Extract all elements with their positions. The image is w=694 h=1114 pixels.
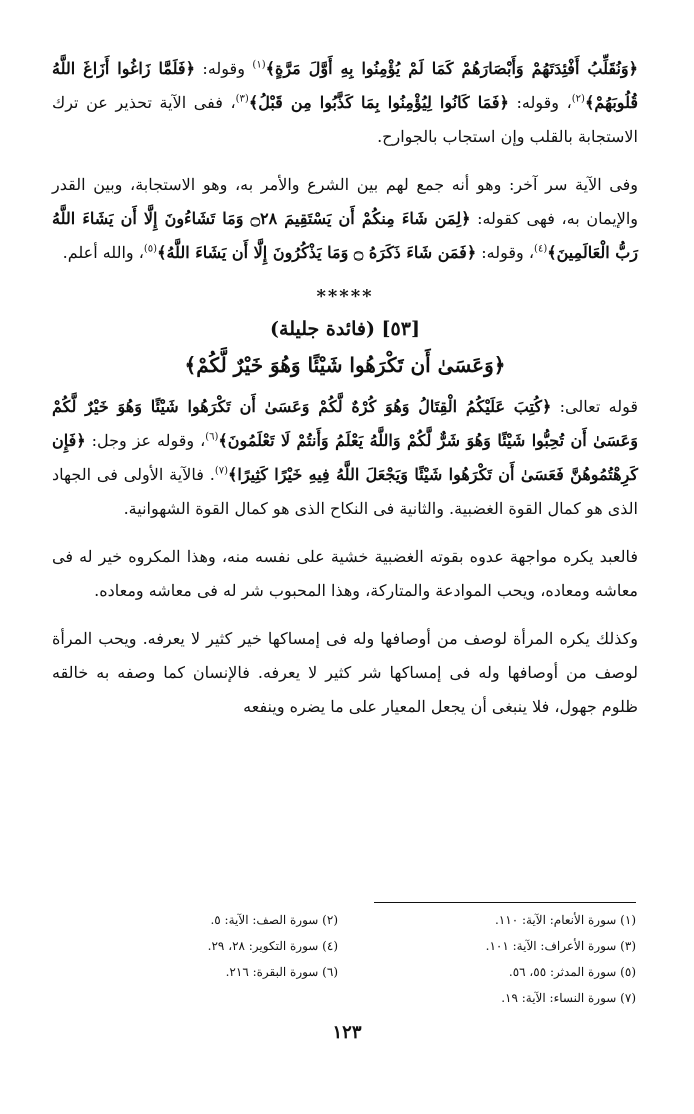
footnote-ref: (٦): [205, 431, 219, 443]
verse-text: ﴿فَلَمَّا زَاغُوا أَزَاغَ اللَّهُ قُلُوبَهُمْ﴾: [52, 59, 639, 112]
body-text: قوله تعالى:: [551, 397, 639, 416]
footnote: (٢) سورة الصف: الآية: ٥.: [210, 913, 338, 927]
verse-text: ﴿فَمَن شَاءَ ذَكَرَهُ ۝ وَمَا يَذْكُرُونَ إِلَّا أَن يَشَاءَ اللَّهُ﴾: [157, 243, 477, 262]
verse-text: ﴿وَنُقَلِّبُ أَفْئِدَتَهُمْ وَأَبْصَارَهُمْ كَمَا لَمْ يُؤْمِنُوا بِهِ أَوَّلَ مَرَّةٍ﴾: [265, 59, 639, 78]
verse-text: ﴿لِمَن شَاءَ مِنكُمْ أَن يَسْتَقِيمَ ۝٢٨ وَمَا تَشَاءُونَ إِلَّا أَن يَشَاءَ اللَّهُ رَبُّ الْعَالَمِينَ﴾: [52, 209, 638, 262]
section-verse: ﴿وَعَسَىٰ أَن تَكْرَهُوا شَيْئًا وَهُوَ خَيْرٌ لَّكُمْ﴾: [184, 353, 506, 377]
footnote-ref: (٣): [235, 93, 249, 105]
footnote: (٦) سورة البقرة: ٢١٦.: [225, 965, 338, 979]
footnote-ref: (١): [252, 59, 266, 71]
verse-text: ﴿فَمَا كَانُوا لِيُؤْمِنُوا بِمَا كَذَّبُوا مِن قَبْلُ﴾: [248, 93, 509, 112]
body-text: ، ففى الآية تحذير عن ترك الاستجابة بالقلب وإن استجاب بالجوارح.: [52, 93, 638, 146]
footnote: (٣) سورة الأعراف: الآية: ١٠١.: [485, 939, 636, 953]
paragraph-4: فالعبد يكره مواجهة عدوه بقوته الغضبية خشية على نفسه منه، وهذا المكروه خير له فى معاشه ومعاده، ويحب الموادعة والمتاركة، وهذا المحبوب شر له فى معاشه ومعاده.: [52, 547, 639, 600]
paragraph-5: وكذلك يكره المرأة لوصف من أوصافها وله فى إمساكها خير كثير لا يعرفه. ويحب المرأة لوصف من أوصافها وله فى إمساكها شر كثير لا يعرفه. فالإنسان كما وصفه به خالقه ظلوم جهول، فلا ينبغى أن يجعل المعيار على ما يضره وينفعه: [52, 629, 639, 716]
section-separator: *****: [316, 286, 374, 307]
section-title: [٥٣] (فائدة جليلة): [270, 318, 420, 340]
footnote: (٥) سورة المدثر: ٥٥، ٥٦.: [508, 965, 636, 979]
body-text: وفى الآية سر آخر: وهو أنه جمع لهم بين الشرع والأمر به، وهو الاستجابة، وبين القدر والإيمان به، فهى كقوله:: [52, 175, 639, 228]
body-text: ، والله أعلم.: [62, 243, 144, 262]
footnote: (٧) سورة النساء: الآية: ١٩.: [501, 991, 636, 1005]
footnote-ref: (٧): [214, 465, 228, 477]
body-text: ، وقوله عز وجل:: [85, 431, 206, 450]
body-text: ، وقوله:: [476, 243, 535, 262]
paragraph-3: [52, 390, 638, 526]
footnote: (١) سورة الأنعام: الآية: ١١٠.: [494, 913, 636, 927]
body-text: وقوله:: [194, 59, 253, 78]
page-number: ١٢٣: [332, 1022, 362, 1043]
footnote: (٤) سورة التكوير: ٢٨، ٢٩.: [207, 939, 338, 953]
footnote-ref: (٢): [571, 93, 585, 105]
paragraph-1: [52, 52, 638, 154]
footnote-divider: [374, 902, 636, 903]
footnote-ref: (٤): [534, 243, 548, 255]
body-text: . فالآية الأولى فى الجهاد الذى هو كمال القوة الغضبية. والثانية فى النكاح الذى هو كمال القوة الشهوانية.: [52, 465, 638, 518]
footnote-ref: (٥): [143, 243, 158, 255]
verse-text: ﴿كُتِبَ عَلَيْكُمُ الْقِتَالُ وَهُوَ كُرْهٌ لَّكُمْ وَعَسَىٰ أَن تَكْرَهُوا شَيْئًا وَهُوَ خَيْرٌ لَّكُمْ وَعَسَىٰ أَن تُحِبُّوا شَيْئًا وَهُوَ شَرٌّ لَّكُمْ وَاللَّهُ يَعْلَمُ وَأَنتُمْ لَا تَعْلَمُونَ﴾: [52, 397, 638, 450]
paragraph-2: [52, 168, 638, 270]
footnotes: [80, 908, 636, 1010]
body-text: ، وقوله:: [508, 93, 572, 112]
verse-text: ﴿فَإِن كَرِهْتُمُوهُنَّ فَعَسَىٰ أَن تَكْرَهُوا شَيْئًا وَيَجْعَلَ اللَّهُ فِيهِ خَيْرًا كَثِيرًا﴾: [52, 431, 639, 484]
